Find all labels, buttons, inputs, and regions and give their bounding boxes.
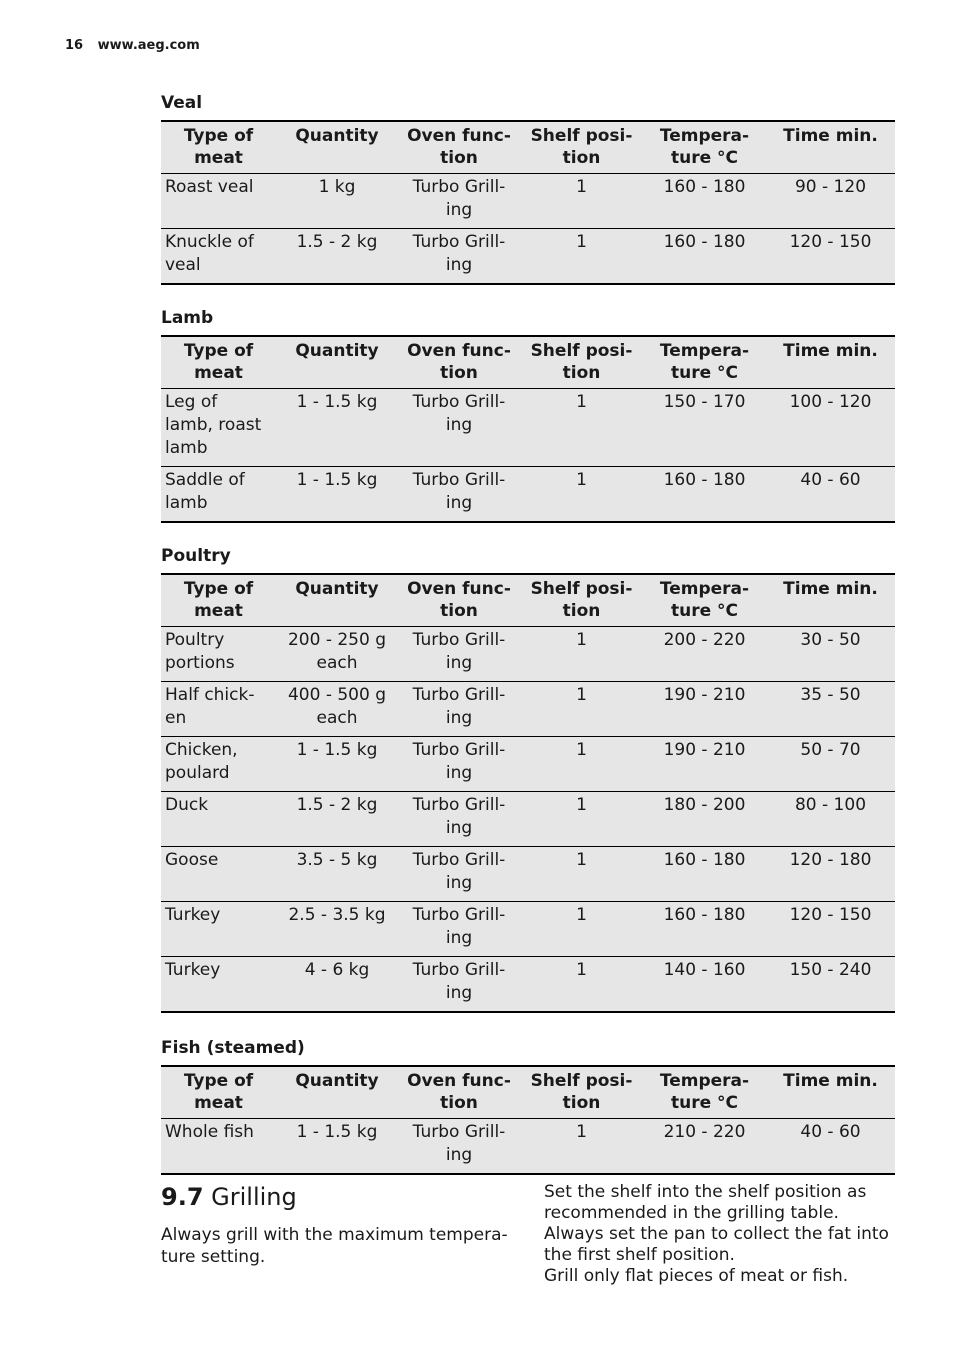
table-row: [161, 174, 895, 229]
header-col-time: Time min.: [783, 126, 878, 146]
table-title: Veal: [161, 93, 203, 113]
cell-col-temp: 160 - 180: [663, 232, 746, 252]
table-header-row: [161, 574, 895, 627]
section-number: 9.7: [161, 1183, 204, 1211]
cell-col-temp: 160 - 180: [663, 470, 746, 490]
cell-col-temp: 160 - 180: [663, 905, 746, 925]
cell-col-shelf: 1: [576, 1122, 587, 1142]
cell-col-function: Turbo Grill- ing: [412, 392, 506, 435]
cell-col-function: Turbo Grill- ing: [412, 232, 506, 275]
cell-col-quantity: 4 - 6 kg: [304, 960, 370, 980]
header-col-function: Oven func- tion: [407, 1071, 511, 1113]
cell-col-temp: 180 - 200: [663, 795, 746, 815]
table-title: Poultry: [161, 546, 231, 566]
header-col-function: Oven func- tion: [407, 341, 511, 383]
table-row: [161, 957, 895, 1012]
header-col-temp: Tempera- ture °C: [659, 579, 750, 621]
instruction-paragraph: Always set the pan to collect the fat into the first shelf position.: [544, 1224, 889, 1265]
table-header-row: [161, 121, 895, 174]
grilling-instructions: [544, 1182, 895, 1287]
cell-col-function: Turbo Grill- ing: [412, 905, 506, 948]
cell-col-shelf: 1: [576, 232, 587, 252]
table-row: [161, 467, 895, 522]
cell-col-type: Turkey: [165, 905, 221, 925]
cell-col-shelf: 1: [576, 905, 587, 925]
cell-col-shelf: 1: [576, 850, 587, 870]
table-title: Lamb: [161, 308, 214, 328]
section-veal: [161, 92, 895, 285]
cell-col-type: Knuckle of veal: [165, 232, 254, 275]
cell-col-temp: 150 - 170: [663, 392, 746, 412]
section-poultry: [161, 545, 895, 1013]
header-col-type: Type of meat: [183, 341, 254, 383]
instruction-paragraph: Set the shelf into the shelf position as recommended in the grilling table.: [544, 1182, 867, 1223]
cell-col-quantity: 400 - 500 g each: [287, 685, 387, 728]
cell-col-time: 35 - 50: [800, 685, 861, 705]
table-row: [161, 1119, 895, 1174]
cell-col-quantity: 1 - 1.5 kg: [296, 740, 378, 760]
cell-col-temp: 160 - 180: [663, 850, 746, 870]
cell-col-function: Turbo Grill- ing: [412, 470, 506, 513]
cell-col-time: 40 - 60: [800, 1122, 861, 1142]
cell-col-type: Half chick- en: [165, 685, 255, 728]
header-col-type: Type of meat: [183, 579, 254, 621]
header-col-temp: Tempera- ture °C: [659, 1071, 750, 1113]
cell-col-time: 150 - 240: [789, 960, 872, 980]
cell-col-time: 100 - 120: [789, 392, 872, 412]
cell-col-function: Turbo Grill- ing: [412, 177, 506, 220]
cell-col-type: Poultry portions: [165, 630, 235, 673]
page-header: [65, 38, 200, 53]
cell-col-shelf: 1: [576, 630, 587, 650]
instruction-paragraph: Grill only flat pieces of meat or fish.: [544, 1266, 849, 1286]
cell-col-function: Turbo Grill- ing: [412, 740, 506, 783]
header-col-type: Type of meat: [183, 126, 254, 168]
table-title: Fish (steamed): [161, 1038, 305, 1058]
table-row: [161, 792, 895, 847]
header-col-temp: Tempera- ture °C: [659, 126, 750, 168]
section-heading: [161, 1182, 297, 1212]
cell-col-type: Leg of lamb, roast lamb: [165, 392, 262, 458]
cell-col-temp: 160 - 180: [663, 177, 746, 197]
header-col-quantity: Quantity: [295, 1071, 379, 1091]
cell-col-type: Turkey: [165, 960, 221, 980]
cooking-table: [161, 1065, 895, 1175]
cell-col-shelf: 1: [576, 392, 587, 412]
cell-col-time: 120 - 150: [789, 905, 872, 925]
cell-col-quantity: 1 - 1.5 kg: [296, 1122, 378, 1142]
cell-col-shelf: 1: [576, 685, 587, 705]
cell-col-type: Goose: [165, 850, 219, 870]
cell-col-time: 80 - 100: [794, 795, 867, 815]
table-row: [161, 229, 895, 284]
cell-col-temp: 200 - 220: [663, 630, 746, 650]
header-col-function: Oven func- tion: [407, 126, 511, 168]
header-col-shelf: Shelf posi- tion: [530, 1071, 633, 1113]
header-col-shelf: Shelf posi- tion: [530, 341, 633, 383]
header-col-quantity: Quantity: [295, 579, 379, 599]
cooking-table: [161, 573, 895, 1013]
cell-col-time: 30 - 50: [800, 630, 861, 650]
cell-col-function: Turbo Grill- ing: [412, 630, 506, 673]
header-col-temp: Tempera- ture °C: [659, 341, 750, 383]
cell-col-quantity: 1 kg: [318, 177, 356, 197]
cell-col-type: Chicken, poulard: [165, 740, 238, 783]
page-number: 16: [65, 38, 84, 53]
cell-col-time: 40 - 60: [800, 470, 861, 490]
cell-col-quantity: 1 - 1.5 kg: [296, 470, 378, 490]
header-col-time: Time min.: [783, 579, 878, 599]
header-col-time: Time min.: [783, 1071, 878, 1091]
header-col-function: Oven func- tion: [407, 579, 511, 621]
header-col-shelf: Shelf posi- tion: [530, 579, 633, 621]
cell-col-function: Turbo Grill- ing: [412, 685, 506, 728]
cell-col-shelf: 1: [576, 740, 587, 760]
cell-col-type: Saddle of lamb: [165, 470, 245, 513]
table-row: [161, 682, 895, 737]
table-row: [161, 627, 895, 682]
table-row: [161, 902, 895, 957]
cell-col-function: Turbo Grill- ing: [412, 850, 506, 893]
cooking-table: [161, 120, 895, 285]
cell-col-function: Turbo Grill- ing: [412, 795, 506, 838]
table-header-row: [161, 1066, 895, 1119]
grilling-intro: Always grill with the maximum tempera- ture setting.: [161, 1225, 508, 1267]
section-fish-steamed: [161, 1037, 895, 1175]
cell-col-shelf: 1: [576, 177, 587, 197]
table-row: [161, 389, 895, 467]
cell-col-quantity: 3.5 - 5 kg: [296, 850, 378, 870]
cell-col-time: 50 - 70: [800, 740, 861, 760]
table-row: [161, 847, 895, 902]
website-url[interactable]: www.aeg.com: [97, 38, 200, 53]
cell-col-time: 90 - 120: [794, 177, 867, 197]
header-col-shelf: Shelf posi- tion: [530, 126, 633, 168]
cooking-table: [161, 335, 895, 523]
table-header-row: [161, 336, 895, 389]
cell-col-quantity: 1.5 - 2 kg: [296, 232, 378, 252]
cell-col-temp: 190 - 210: [663, 740, 746, 760]
header-col-type: Type of meat: [183, 1071, 254, 1113]
table-row: [161, 737, 895, 792]
cell-col-quantity: 1.5 - 2 kg: [296, 795, 378, 815]
section-title: Grilling: [211, 1183, 297, 1211]
cell-col-time: 120 - 180: [789, 850, 872, 870]
header-col-quantity: Quantity: [295, 341, 379, 361]
cell-col-type: Whole fish: [165, 1122, 254, 1142]
cell-col-shelf: 1: [576, 470, 587, 490]
cell-col-quantity: 200 - 250 g each: [287, 630, 387, 673]
cell-col-quantity: 2.5 - 3.5 kg: [288, 905, 386, 925]
header-col-time: Time min.: [783, 341, 878, 361]
section-lamb: [161, 307, 895, 523]
cell-col-type: Duck: [165, 795, 209, 815]
cell-col-type: Roast veal: [165, 177, 254, 197]
cell-col-function: Turbo Grill- ing: [412, 1122, 506, 1165]
cell-col-temp: 140 - 160: [663, 960, 746, 980]
cell-col-temp: 190 - 210: [663, 685, 746, 705]
header-col-quantity: Quantity: [295, 126, 379, 146]
cell-col-temp: 210 - 220: [663, 1122, 746, 1142]
cell-col-time: 120 - 150: [789, 232, 872, 252]
cell-col-shelf: 1: [576, 960, 587, 980]
cell-col-shelf: 1: [576, 795, 587, 815]
cell-col-quantity: 1 - 1.5 kg: [296, 392, 378, 412]
cell-col-function: Turbo Grill- ing: [412, 960, 506, 1003]
